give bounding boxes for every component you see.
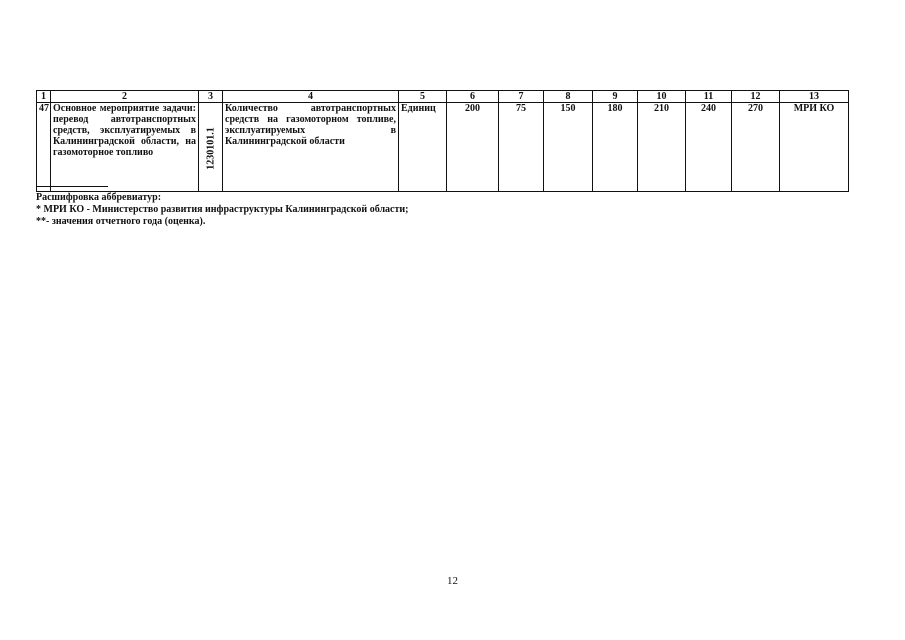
row-number: 47	[37, 103, 51, 192]
header-cell: 11	[686, 91, 732, 103]
header-cell: 7	[499, 91, 544, 103]
value-cell: 200	[447, 103, 499, 192]
header-cell: 13	[780, 91, 849, 103]
footnotes-title: Расшифровка аббревиатур:	[36, 192, 162, 203]
measure-code: 1230101.1	[205, 127, 216, 170]
responsible-cell: МРИ КО	[780, 103, 849, 192]
header-cell: 10	[638, 91, 686, 103]
table-row	[37, 103, 849, 192]
unit-cell: Единиц	[399, 103, 447, 192]
value-cell: 240	[686, 103, 732, 192]
indicators-table	[36, 90, 849, 192]
value-cell: 270	[732, 103, 780, 192]
header-cell: 6	[447, 91, 499, 103]
footnote-divider	[36, 186, 108, 187]
header-cell: 5	[399, 91, 447, 103]
value-cell: 210	[638, 103, 686, 192]
header-cell: 3	[199, 91, 223, 103]
measure-name-lead: Основное мероприятие задачи:	[53, 103, 196, 114]
measure-name-rest: перевод автотранспортных средств, эксплуатируемых в Калининградской области, на газомоторное топливо	[53, 114, 196, 158]
header-cell: 8	[544, 91, 593, 103]
header-cell: 4	[223, 91, 399, 103]
header-cell: 9	[593, 91, 638, 103]
page-number: 12	[447, 575, 458, 587]
footnotes	[36, 192, 409, 228]
indicator-cell: Количество автотранспортных средств на газомоторном топливе, эксплуатируемых в Калининградской области	[223, 103, 399, 192]
value-cell: 150	[544, 103, 593, 192]
footnote-line: * МРИ КО - Министерство развития инфраструктуры Калининградской области;	[36, 204, 409, 215]
value-cell: 180	[593, 103, 638, 192]
header-cell: 2	[51, 91, 199, 103]
value-cell: 75	[499, 103, 544, 192]
measure-name-cell	[51, 103, 199, 192]
header-cell: 12	[732, 91, 780, 103]
code-cell	[199, 103, 223, 192]
footnote-line: **- значения отчетного года (оценка).	[36, 216, 206, 227]
table-header-row	[37, 91, 849, 103]
header-cell: 1	[37, 91, 51, 103]
